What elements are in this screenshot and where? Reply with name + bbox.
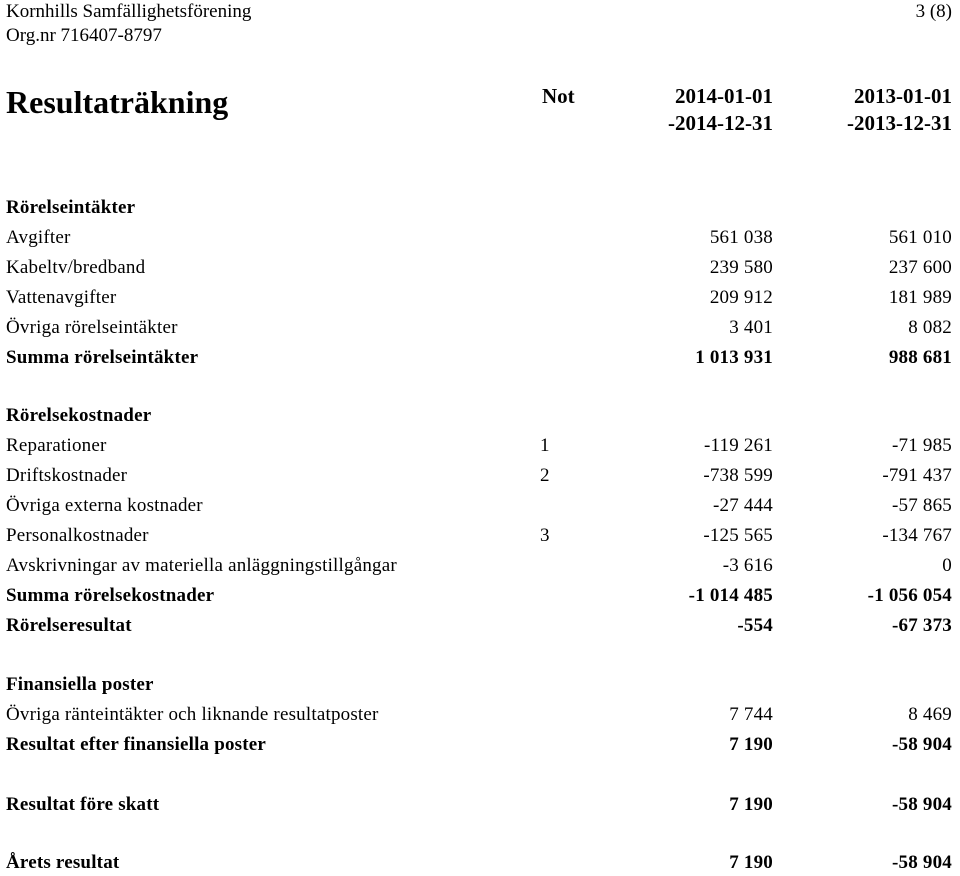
row-label: Reparationer <box>6 435 107 456</box>
row-value-2013: -58 904 <box>892 794 952 815</box>
row-label: Resultat före skatt <box>6 794 160 815</box>
table-row <box>0 704 960 728</box>
row-value-2014: 7 190 <box>729 794 773 815</box>
row-value-2013: -791 437 <box>882 465 952 486</box>
total-row-operating-expenses <box>0 585 960 609</box>
page-number: 3 (8) <box>915 1 952 22</box>
total-row-after-financial <box>0 734 960 758</box>
table-row <box>0 287 960 311</box>
column-header-period1-start: 2014-01-01 <box>675 84 773 108</box>
total-row-operating-income <box>0 347 960 371</box>
row-value-2014: 561 038 <box>709 227 773 248</box>
total-row-before-tax <box>0 794 960 818</box>
row-value-2013: -134 767 <box>882 525 952 546</box>
table-row <box>0 227 960 251</box>
row-label: Summa rörelseintäkter <box>6 347 199 368</box>
row-value-2014: -119 261 <box>704 435 773 456</box>
row-value-2014: 209 912 <box>709 287 773 308</box>
row-label: Rörelseresultat <box>6 615 132 636</box>
row-label: Avskrivningar av materiella anläggningstillgångar <box>6 555 397 576</box>
row-value-2013: -58 904 <box>892 852 952 873</box>
row-label: Driftskostnader <box>6 465 128 486</box>
section-heading-operating-expenses <box>0 405 960 429</box>
total-row-operating-result <box>0 615 960 639</box>
row-value-2013: 561 010 <box>888 227 952 248</box>
row-label: Avgifter <box>6 227 71 248</box>
row-label: Summa rörelsekostnader <box>6 585 215 606</box>
row-value-2014: -125 565 <box>703 525 773 546</box>
table-row <box>0 495 960 519</box>
row-value-2013: -1 056 054 <box>867 585 952 606</box>
page-title: Resultaträkning <box>6 84 229 120</box>
row-label: Övriga ränteintäkter och liknande resultatposter <box>6 704 379 725</box>
row-note: 2 <box>540 465 550 486</box>
row-value-2014: -554 <box>737 615 773 636</box>
row-label: Övriga rörelseintäkter <box>6 317 178 338</box>
row-label: Kabeltv/bredband <box>6 257 146 278</box>
row-label: Övriga externa kostnader <box>6 495 203 516</box>
row-value-2014: 7 190 <box>729 734 773 755</box>
row-value-2014: 7 190 <box>729 852 773 873</box>
table-row <box>0 317 960 341</box>
row-value-2014: 7 744 <box>729 704 773 725</box>
row-value-2014: -1 014 485 <box>688 585 773 606</box>
row-value-2013: -67 373 <box>892 615 952 636</box>
table-row <box>0 257 960 281</box>
column-header-note: Not <box>542 84 575 108</box>
row-value-2014: 3 401 <box>729 317 773 338</box>
table-row <box>0 525 960 549</box>
row-label: Vattenavgifter <box>6 287 117 308</box>
row-value-2013: 8 469 <box>908 704 952 725</box>
row-value-2013: -57 865 <box>892 495 952 516</box>
table-row <box>0 555 960 579</box>
column-header-period2-end: -2013-12-31 <box>847 111 952 135</box>
row-label: Personalkostnader <box>6 525 149 546</box>
section-heading-financial-items <box>0 674 960 698</box>
row-value-2014: -27 444 <box>713 495 773 516</box>
row-value-2013: 237 600 <box>888 257 952 278</box>
total-row-net-result <box>0 852 960 876</box>
organization-number: Org.nr 716407-8797 <box>6 25 162 46</box>
row-label: Rörelseintäkter <box>6 197 136 218</box>
organization-name: Kornhills Samfällighetsförening <box>6 1 252 22</box>
row-note: 1 <box>540 435 550 456</box>
row-label: Resultat efter finansiella poster <box>6 734 267 755</box>
row-value-2014: 239 580 <box>709 257 773 278</box>
row-value-2013: 988 681 <box>888 347 952 368</box>
table-row <box>0 465 960 489</box>
row-note: 3 <box>540 525 550 546</box>
row-label: Finansiella poster <box>6 674 154 695</box>
row-value-2014: -738 599 <box>703 465 773 486</box>
column-header-period2-start: 2013-01-01 <box>854 84 952 108</box>
row-label: Årets resultat <box>6 852 120 873</box>
row-label: Rörelsekostnader <box>6 405 152 426</box>
row-value-2013: 8 082 <box>908 317 952 338</box>
row-value-2014: 1 013 931 <box>695 347 773 368</box>
section-heading-operating-income <box>0 197 960 221</box>
row-value-2013: -71 985 <box>892 435 952 456</box>
row-value-2014: -3 616 <box>722 555 773 576</box>
row-value-2013: -58 904 <box>892 734 952 755</box>
row-value-2013: 181 989 <box>888 287 952 308</box>
table-row <box>0 435 960 459</box>
column-header-period1-end: -2014-12-31 <box>668 111 773 135</box>
row-value-2013: 0 <box>942 555 952 576</box>
